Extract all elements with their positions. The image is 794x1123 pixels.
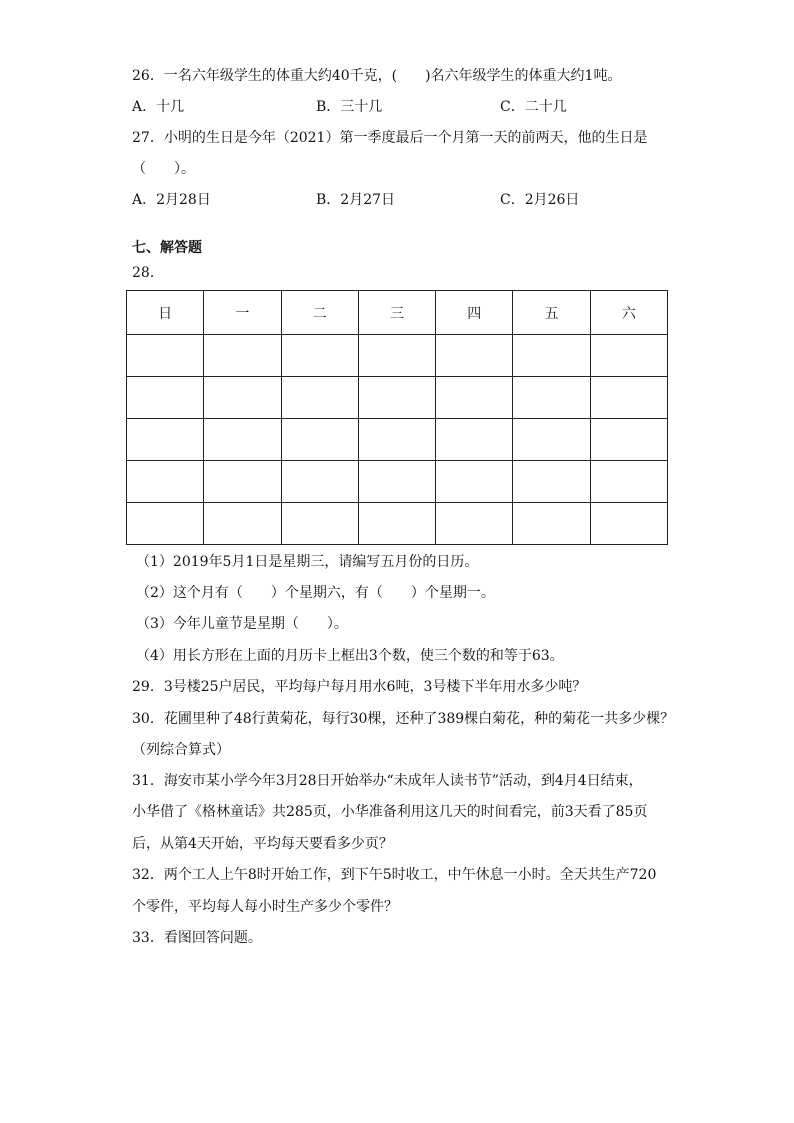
calendar-cell — [127, 461, 204, 503]
calendar-cell — [204, 419, 281, 461]
calendar-cell — [281, 419, 358, 461]
calendar-cell — [281, 461, 358, 503]
q28-label: 28． — [132, 265, 164, 281]
q29-stem: 29．3号楼25户居民，平均每户每月用水6吨，3号楼下半年用水多少吨？ — [132, 679, 587, 695]
calendar-cell — [358, 335, 435, 377]
calendar-cell — [590, 335, 667, 377]
q32-stem-line2: 个零件，平均每人每小时生产多少个零件？ — [132, 899, 398, 915]
q28-sub-3: （3）今年儿童节是星期（ ）。 — [136, 616, 348, 632]
q27-option-c: C．2月26日 — [500, 192, 580, 208]
q28-sub-4: （4）用长方形在上面的月历卡上框出3个数，使三个数的和等于63。 — [136, 648, 564, 664]
calendar-cell — [513, 377, 590, 419]
calendar-cell — [127, 503, 204, 545]
calendar-cell — [358, 377, 435, 419]
calendar-cell — [281, 335, 358, 377]
calendar-cell — [590, 377, 667, 419]
calendar-cell — [590, 419, 667, 461]
calendar-table — [126, 290, 668, 545]
calendar-header-row — [127, 291, 668, 335]
calendar-cell — [513, 335, 590, 377]
q30-stem-line2: （列综合算式） — [132, 742, 230, 758]
calendar-cell — [204, 377, 281, 419]
section-heading: 七、解答题 — [132, 240, 202, 256]
q33-stem: 33．看图回答问题。 — [132, 930, 262, 946]
calendar-cell — [127, 377, 204, 419]
calendar-cell — [127, 419, 204, 461]
q32-stem-line1: 32．两个工人上午8时开始工作，到下午5时收工，中午休息一小时。全天共生产720 — [132, 867, 657, 883]
calendar-cell — [436, 461, 513, 503]
q31-stem-line3: 后，从第4天开始，平均每天要看多少页？ — [132, 836, 393, 852]
calendar-header-thu: 四 — [436, 291, 513, 335]
q26-stem: 26．一名六年级学生的体重大约40千克，( )名六年级学生的体重大约1吨。 — [132, 68, 622, 84]
calendar-header-sat: 六 — [590, 291, 667, 335]
q27-option-a: A．2月28日 — [132, 192, 211, 208]
calendar-cell — [127, 335, 204, 377]
calendar-cell — [358, 461, 435, 503]
calendar-row — [127, 419, 668, 461]
calendar-cell — [204, 335, 281, 377]
calendar-cell — [436, 335, 513, 377]
calendar-header-wed: 三 — [358, 291, 435, 335]
calendar-header-mon: 一 — [204, 291, 281, 335]
calendar-header-sun: 日 — [127, 291, 204, 335]
calendar-cell — [358, 503, 435, 545]
calendar-cell — [513, 503, 590, 545]
calendar-cell — [204, 461, 281, 503]
q28-sub-2: （2）这个月有（ ）个星期六，有（ ）个星期一。 — [136, 585, 495, 601]
q31-stem-line2: 小华借了《格林童话》共285页，小华准备利用这几天的时间看完，前3天看了85页 — [132, 804, 648, 820]
calendar-cell — [436, 419, 513, 461]
q26-option-b: B．三十几 — [316, 99, 383, 115]
calendar-cell — [513, 419, 590, 461]
calendar-cell — [204, 503, 281, 545]
calendar-header-tue: 二 — [281, 291, 358, 335]
calendar-row — [127, 377, 668, 419]
calendar-cell — [436, 377, 513, 419]
calendar-cell — [513, 461, 590, 503]
q27-stem-line1: 27．小明的生日是今年（2021）第一季度最后一个月第一天的前两天，他的生日是 — [132, 130, 648, 146]
calendar-cell — [590, 461, 667, 503]
q28-sub-1: （1）2019年5月1日是星期三，请编写五月份的日历。 — [136, 554, 479, 570]
calendar-cell — [590, 503, 667, 545]
calendar-cell — [358, 419, 435, 461]
q27-option-b: B．2月27日 — [316, 192, 396, 208]
q31-stem-line1: 31．海安市某小学今年3月28日开始举办“未成年人读书节”活动，到4月4日结束， — [132, 773, 643, 789]
calendar-cell — [436, 503, 513, 545]
calendar-cell — [281, 503, 358, 545]
calendar-row — [127, 335, 668, 377]
calendar-row — [127, 503, 668, 545]
q30-stem-line1: 30．花圃里种了48行黄菊花，每行30棵，还种了389棵白菊花，种的菊花一共多少棵？ — [132, 711, 675, 727]
calendar-row — [127, 461, 668, 503]
calendar-cell — [281, 377, 358, 419]
q27-stem-line2: （ ）。 — [132, 161, 195, 177]
calendar-header-fri: 五 — [513, 291, 590, 335]
q26-option-c: C．二十几 — [500, 99, 567, 115]
q26-option-a: A．十几 — [132, 99, 185, 115]
